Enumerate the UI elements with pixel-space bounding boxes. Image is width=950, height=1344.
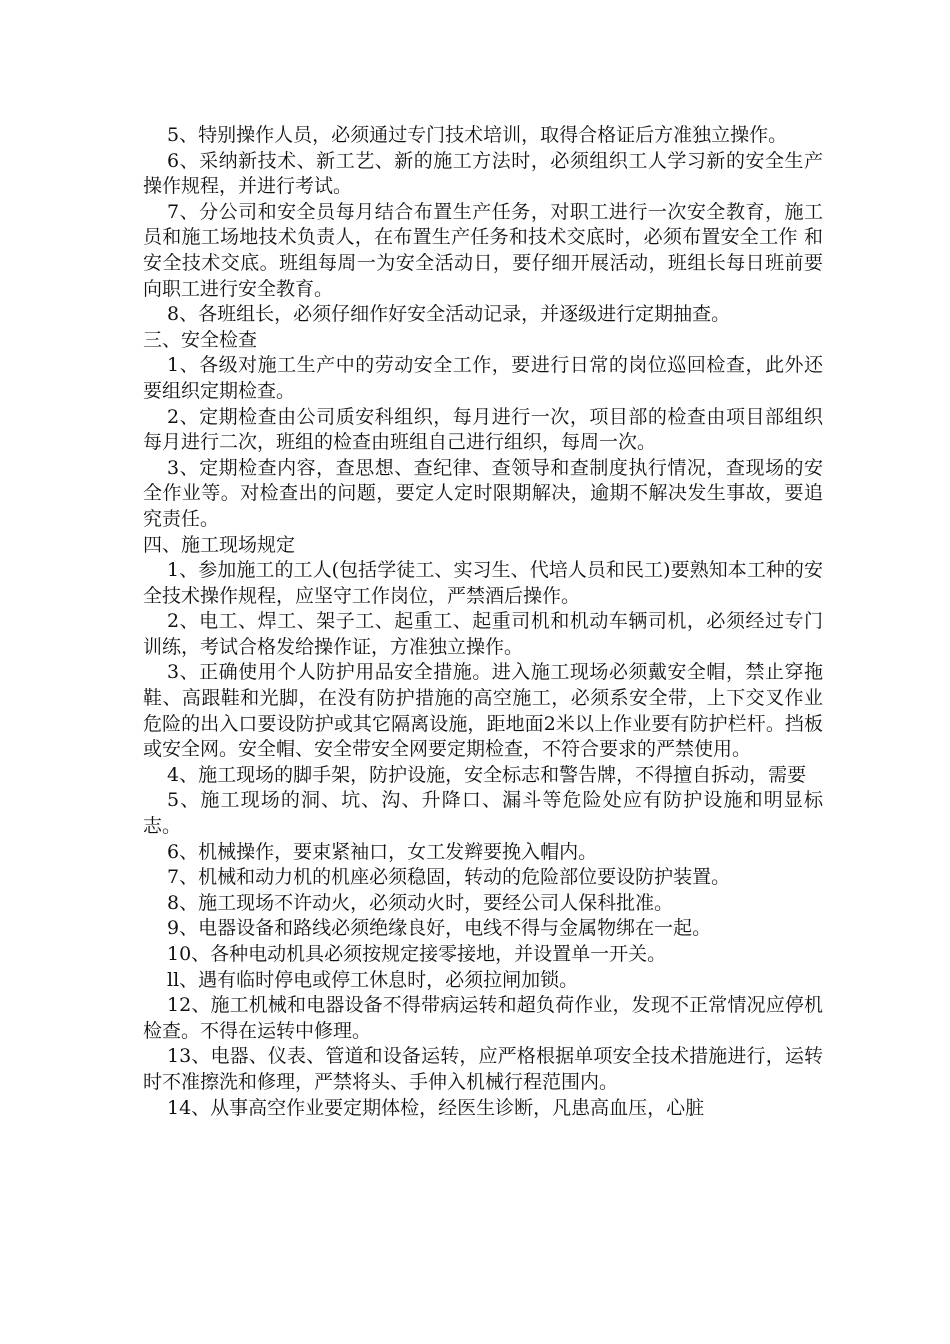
paragraph: 12、施工机械和电器设备不得带病运转和超负荷作业，发现不正常情况应停机检查。不得在运转中修理。 <box>143 994 823 1042</box>
paragraph: 2、定期检查由公司质安科组织，每月进行一次，项目部的检查由项目部组织每月进行二次，班组的检查由班组自己进行组织，每周一次。 <box>143 405 823 454</box>
paragraph: 4、施工现场的脚手架，防护设施，安全标志和警告牌，不得擅自拆动，需要 <box>167 763 807 786</box>
paragraph: 2、电工、焊工、架子工、起重工、起重司机和机动车辆司机，必须经过专门训练，考试合格发给操作证，方准独立操作。 <box>143 610 823 658</box>
paragraph: 1、各级对施工生产中的劳动安全工作，要进行日常的岗位巡回检查，此外还要组织定期检查。 <box>143 354 823 402</box>
paragraph: 13、电器、仪表、管道和设备运转，应严格根据单项安全技术措施进行，运转时不准擦洗和修理，严禁将头、手伸入机械行程范围内。 <box>143 1045 823 1093</box>
paragraph: 1、参加施工的工人(包括学徒工、实习生、代培人员和民工)要熟知本工种的安全技术操作规程，应坚守工作岗位，严禁酒后操作。 <box>143 559 823 607</box>
paragraph: 5、施工现场的洞、坑、沟、升降口、漏斗等危险处应有防护设施和明显标志。 <box>143 789 823 838</box>
paragraph: 6、机械操作，要束紧袖口，女工发辫要挽入帽内。 <box>167 840 598 863</box>
paragraph: 9、电器设备和路线必须绝缘良好，电线不得与金属物绑在一起。 <box>167 917 712 940</box>
paragraph: 7、分公司和安全员每月结合布置生产任务，对职工进行一次安全教育，施工员和施工场地技术负责人，在布置生产任务和技术交底时，必须布置安全工作 和安全技术交底。班组每周一为安全活动日，要仔细开展活动，班组长每日班前要向职工进行安全教育。 <box>143 200 823 300</box>
paragraph: 10、各种电动机具必须按规定接零接地，并设置单一开关。 <box>167 943 667 965</box>
paragraph: 14、从事高空作业要定期体检，经医生诊断，凡患高血压，心脏 <box>167 1096 705 1119</box>
paragraph: 3、定期检查内容，查思想、查纪律、查领导和查制度执行情况，查现场的安全作业等。对检查出的问题，要定人定时限期解决，逾期不解决发生事故，要追究责任。 <box>143 456 823 530</box>
paragraph: 8、各班组长，必须仔细作好安全活动记录，并逐级进行定期抽查。 <box>167 303 731 326</box>
section-heading: 四、施工现场规定 <box>143 533 296 556</box>
paragraph: 3、正确使用个人防护用品安全措施。进入施工现场必须戴安全帽，禁止穿拖鞋、高跟鞋和光脚，在没有防护措施的高空施工，必须系安全带，上下交叉作业危险的出入口要设防护或其它隔离设施，距地面2米以上作业要有防护栏杆。挡板或安全网。安全帽、安全带安全网要定期检查，不符合要求的严禁使用。 <box>143 661 823 761</box>
paragraph: 7、机械和动力机的机座必须稳固，转动的危险部位要设防护装置。 <box>167 866 731 889</box>
paragraph: 6、采纳新技术、新工艺、新的施工方法时，必须组织工人学习新的安全生产操作规程，并进行考试。 <box>143 149 823 198</box>
document-body <box>143 123 823 1121</box>
paragraph: 5、特别操作人员，必须通过专门技术培训，取得合格证后方准独立操作。 <box>167 124 788 146</box>
section-heading: 三、安全检查 <box>143 328 258 351</box>
paragraph: 8、施工现场不许动火，必须动火时，要经公司人保科批准。 <box>167 891 674 914</box>
paragraph: ll、遇有临时停电或停工休息时，必须拉闸加锁。 <box>167 968 579 991</box>
